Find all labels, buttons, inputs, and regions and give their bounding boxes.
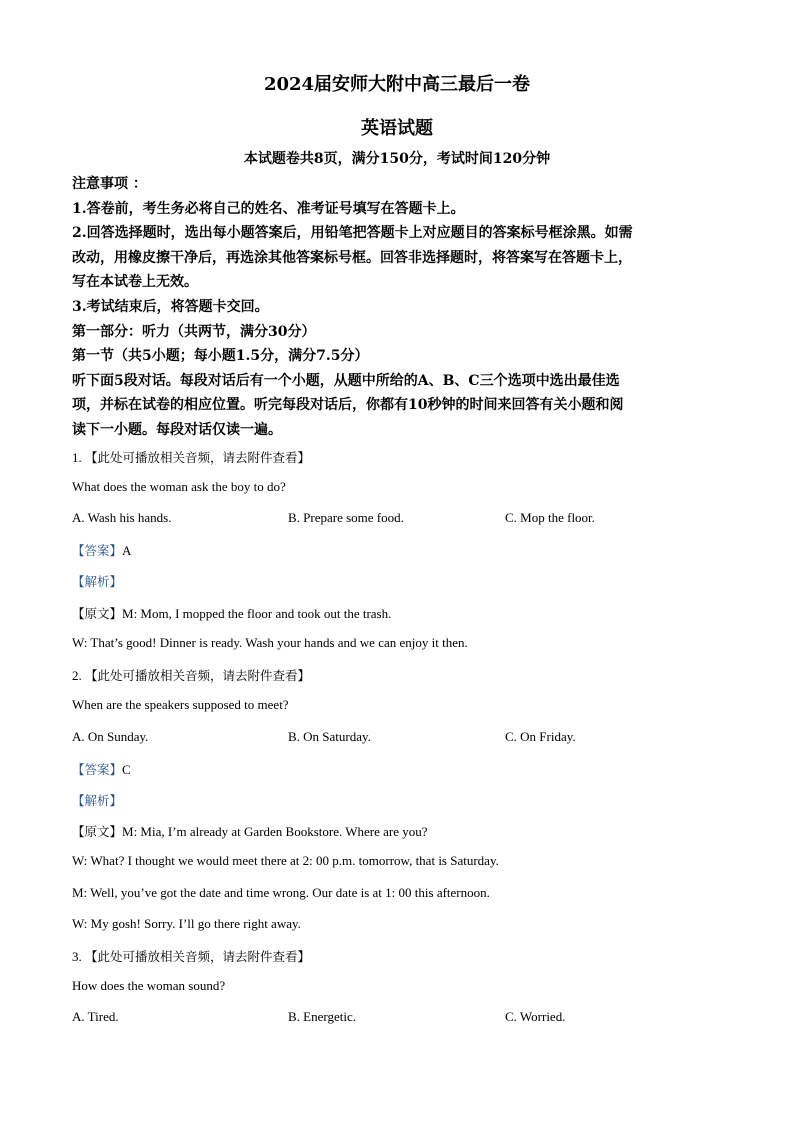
notes-item-2-line-2: 改动，用橡皮擦干净后，再选涂其他答案标号框。回答非选择题时，将答案写在答题卡上， xyxy=(72,249,632,266)
question-text: How does the woman sound? xyxy=(72,978,226,993)
option-a: A. On Sunday. xyxy=(72,729,149,744)
question-number: 2. xyxy=(72,668,82,683)
transcript-line-1 xyxy=(72,604,391,622)
subject-title: 英语试题 xyxy=(361,118,433,139)
question-audio-line xyxy=(72,947,310,965)
answer-label: 【答案】 xyxy=(72,762,123,777)
notes-heading: 注意事项 ： xyxy=(72,176,147,192)
instructions xyxy=(72,172,722,443)
option-b: B. Energetic. xyxy=(288,1009,356,1024)
notes-item-3: 3.考试结束后，将答题卡交回。 xyxy=(72,298,269,315)
answer-line xyxy=(72,760,131,778)
notes-item-2-line-3: 写在本试卷上无效。 xyxy=(72,274,198,291)
question-number: 1. xyxy=(72,450,82,465)
exam-title: 2024届安师大附中高三最后一卷 xyxy=(263,74,531,95)
original-label: 【原文】 xyxy=(72,606,123,621)
part-heading: 第一部分：听力（共两节，满分30分） xyxy=(72,323,316,340)
option-c: C. Worried. xyxy=(505,1009,566,1024)
notes-item-1: 1.答卷前，考生务必将自己的姓名、准考证号填写在答题卡上。 xyxy=(72,200,465,217)
section-instruction-line-1: 听下面5段对话。每段对话后有一个小题，从题中所给的A、B、C三个选项中选出最佳选 xyxy=(72,372,620,389)
question-text: When are the speakers supposed to meet? xyxy=(72,697,289,712)
answer-line xyxy=(72,541,131,559)
section-instruction-line-2: 项，并标在试卷的相应位置。听完每段对话后，你都有10秒钟的时间来回答有关小题和阅 xyxy=(72,397,624,414)
answer-label: 【答案】 xyxy=(72,543,123,558)
exam-info: 本试题卷共8页，满分150分，考试时间120分钟 xyxy=(243,151,551,167)
analysis-label: 【解析】 xyxy=(72,574,123,589)
question-text: What does the woman ask the boy to do? xyxy=(72,479,286,494)
transcript-line-2: W: That’s good! Dinner is ready. Wash your hands and we can enjoy it then. xyxy=(72,635,468,650)
answer-value: A xyxy=(122,543,132,558)
question-audio-line xyxy=(72,448,310,466)
audio-link[interactable]: 【此处可播放相关音频，请去附件查看】 xyxy=(85,668,311,683)
transcript-text: M: Mia, I’m already at Garden Bookstore. Where are you? xyxy=(122,824,428,839)
original-label: 【原文】 xyxy=(72,824,123,839)
transcript-line-1 xyxy=(72,822,428,840)
transcript-text: M: Mom, I mopped the floor and took out the trash. xyxy=(122,606,392,621)
transcript-line-3: M: Well, you’ve got the date and time wrong. Our date is at 1: 00 this afternoon. xyxy=(72,885,490,900)
answer-value: C xyxy=(122,762,131,777)
transcript-line-2: W: What? I thought we would meet there at 2: 00 p.m. tomorrow, that is Saturday. xyxy=(72,853,499,868)
option-a: A. Wash his hands. xyxy=(72,510,172,525)
option-b: B. On Saturday. xyxy=(288,729,371,744)
option-b: B. Prepare some food. xyxy=(288,510,404,525)
section-heading: 第一节（共5小题；每小题1.5分，满分7.5分） xyxy=(72,348,369,365)
audio-link[interactable]: 【此处可播放相关音频，请去附件查看】 xyxy=(85,949,311,964)
audio-link[interactable]: 【此处可播放相关音频，请去附件查看】 xyxy=(85,450,311,465)
transcript-line-4: W: My gosh! Sorry. I’ll go there right away. xyxy=(72,916,301,931)
option-a: A. Tired. xyxy=(72,1009,119,1024)
question-audio-line xyxy=(72,666,310,684)
section-instruction-line-3: 读下一小题。每段对话仅读一遍。 xyxy=(72,421,282,438)
analysis-label: 【解析】 xyxy=(72,793,123,808)
question-number: 3. xyxy=(72,949,82,964)
option-c: C. On Friday. xyxy=(505,729,576,744)
option-c: C. Mop the floor. xyxy=(505,510,595,525)
notes-item-2-line-1: 2.回答选择题时，选出每小题答案后，用铅笔把答题卡上对应题目的答案标号框涂黑。如需 xyxy=(72,225,633,242)
